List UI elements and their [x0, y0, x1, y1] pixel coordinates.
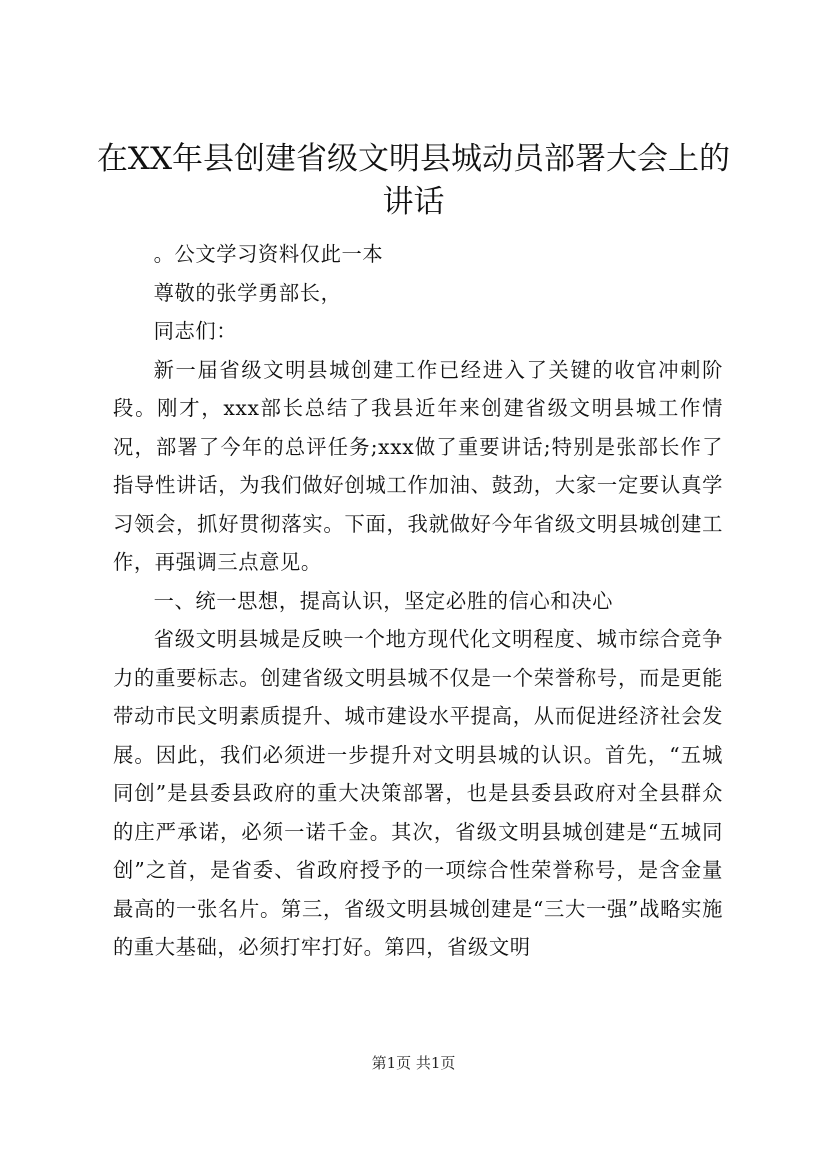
paragraph-note: 。公文学习资料仅此一本: [153, 242, 384, 266]
paragraph-greeting: 同志们：: [153, 319, 238, 343]
section-heading-1: 一、统一思想，提高认识，坚定必胜的信心和决心: [153, 588, 613, 613]
page-footer: 第1页 共1页: [371, 1054, 456, 1072]
paragraph-section-1: 省级文明县城是反映一个地方现代化文明程度、城市综合竞争力的重要标志。创建省级文明县城不仅是一个荣誉称号，而是更能带动市民文明素质提升、城市建设水平提高，从而促进经济社会发展。因此，我们必须进一步提升对文明县城的认识。首先，“五城同创”是县委县政府的重大决策部署，也是县委县政府对全县群众的庄严承诺，必须一诺千金。其次，省级文明县城创建是“五城同创”之首，是省委、省政府授予的一项综合性荣誉称号，是含金量最高的一张名片。第三，省级文明县城创建是“三大一强”战略实施的重大基础，必须打牢打好。第四，省级文明: [113, 627, 723, 959]
paragraph-intro: 新一届省级文明县城创建工作已经进入了关键的收官冲刺阶段。刚才，xxx部长总结了我县近年来创建省级文明县城工作情况，部署了今年的总评任务;xxx做了重要讲话;特别是张部长作了指导性讲话，为我们做好创城工作加油、鼓劲，大家一定要认真学习领会，抓好贯彻落实。下面，我就做好今年省级文明县城创建工作，再强调三点意见。: [113, 357, 723, 574]
paragraph-salutation: 尊敬的张学勇部长，: [153, 280, 342, 305]
document-body: [113, 235, 723, 967]
document-title: 在XX年县创建省级文明县城动员部署大会上的讲话: [96, 141, 731, 220]
